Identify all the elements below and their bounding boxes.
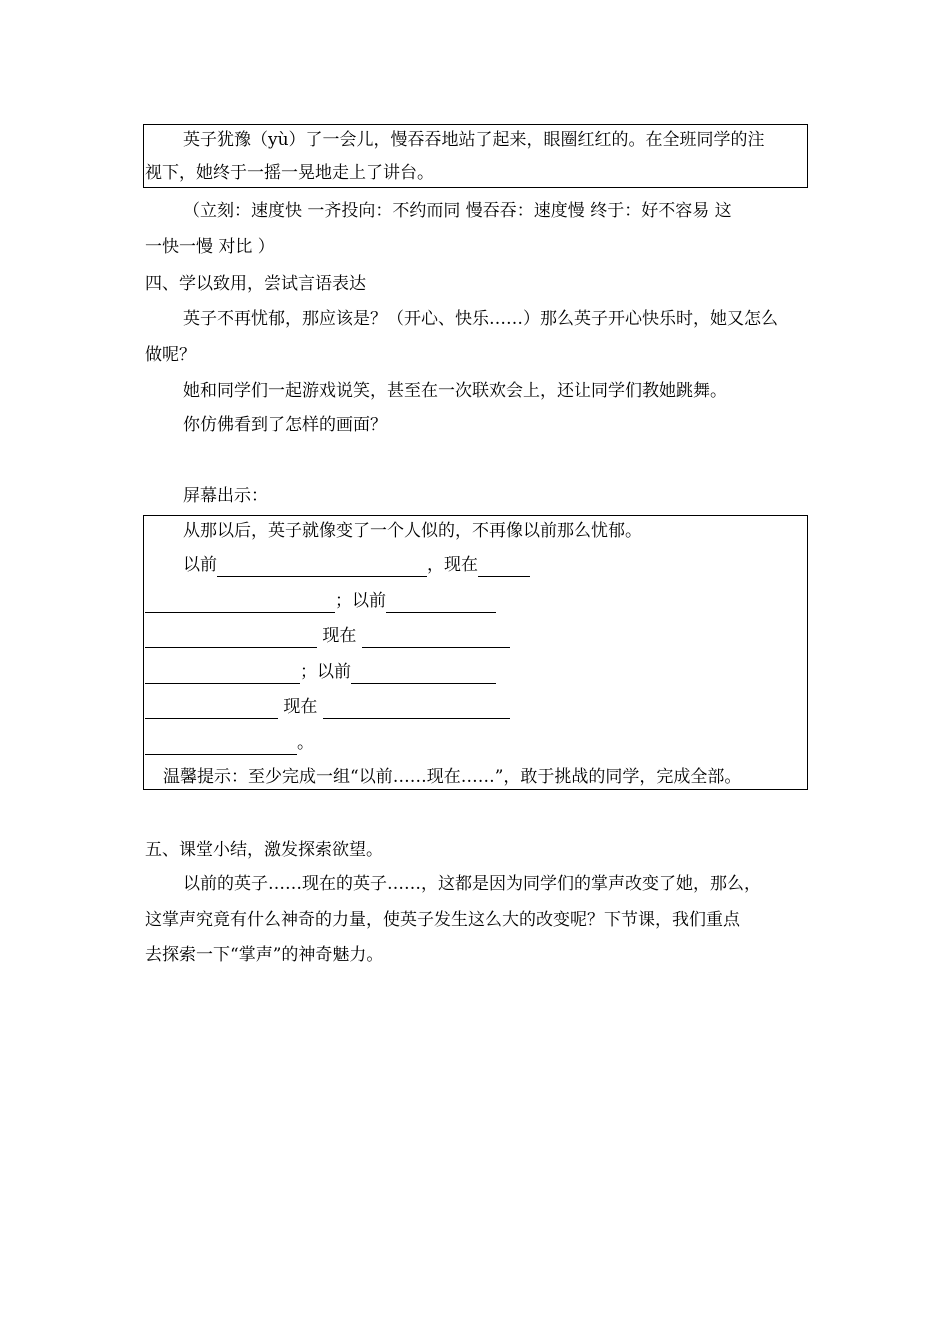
fill-blank[interactable] [145,736,297,755]
fill-blank[interactable] [217,558,427,577]
exercise-row-2 [145,589,496,613]
tip-text: 温馨提示：至少完成一组“以前……现在……”，敢于挑战的同学，完成全部。 [163,767,742,787]
exercise-row-4 [145,660,496,684]
fill-blank[interactable] [351,665,496,684]
section-4-p1-line-2: 做呢？ [145,345,196,365]
label-before: 以前 [317,662,351,682]
label-before: 以前 [352,591,386,611]
fill-blank[interactable] [323,700,510,719]
fill-blank[interactable] [145,700,278,719]
exercise-row-6 [145,731,314,755]
section-4-p2: 她和同学们一起游戏说笑，甚至在一次联欢会上，还让同学们教她跳舞。 [183,381,727,401]
fill-blank[interactable] [362,629,510,648]
section-5-heading: 五、课堂小结，激发探索欲望。 [145,840,383,860]
exercise-row-1 [183,553,530,577]
fill-blank[interactable] [478,558,530,577]
note-line-1: （立刻：速度快 一齐投向：不约而同 慢吞吞：速度慢 终于：好不容易 这 [183,201,732,221]
label-now: 现在 [283,697,318,717]
section-4-p1-line-1: 英子不再忧郁，那应该是？（开心、快乐……）那么英子开心快乐时，她又怎么 [183,309,778,329]
exercise-row-5 [145,695,510,719]
note-line-2: 一快一慢 对比 ） [145,237,275,257]
semicolon: ； [300,662,317,682]
quote-line-1: 英子犹豫（yù）了一会儿，慢吞吞地站了起来，眼圈红红的。在全班同学的注 [183,130,765,150]
exercise-row-3 [145,624,510,648]
comma: ， [427,555,444,575]
section-5-line-2: 这掌声究竟有什么神奇的力量，使英子发生这么大的改变呢？下节课，我们重点 [145,910,740,930]
semicolon: ； [335,591,352,611]
section-4-heading: 四、学以致用，尝试言语表达 [145,274,366,294]
section-5-line-3: 去探索一下“掌声”的神奇魅力。 [145,945,384,965]
label-before: 以前 [183,555,217,575]
section-5-line-1: 以前的英子……现在的英子……，这都是因为同学们的掌声改变了她，那么， [183,874,761,894]
fill-blank[interactable] [145,665,300,684]
fill-blank[interactable] [145,629,317,648]
exercise-intro: 从那以后，英子就像变了一个人似的，不再像以前那么忧郁。 [183,521,642,541]
label-now: 现在 [444,555,478,575]
quote-line-2: 视下，她终于一摇一晃地走上了讲台。 [145,163,434,183]
section-4-p3: 你仿佛看到了怎样的画面？ [183,415,387,435]
label-now: 现在 [322,626,357,646]
fill-blank[interactable] [386,594,496,613]
period: 。 [297,733,314,753]
screen-label: 屏幕出示： [183,486,268,506]
fill-blank[interactable] [145,594,335,613]
